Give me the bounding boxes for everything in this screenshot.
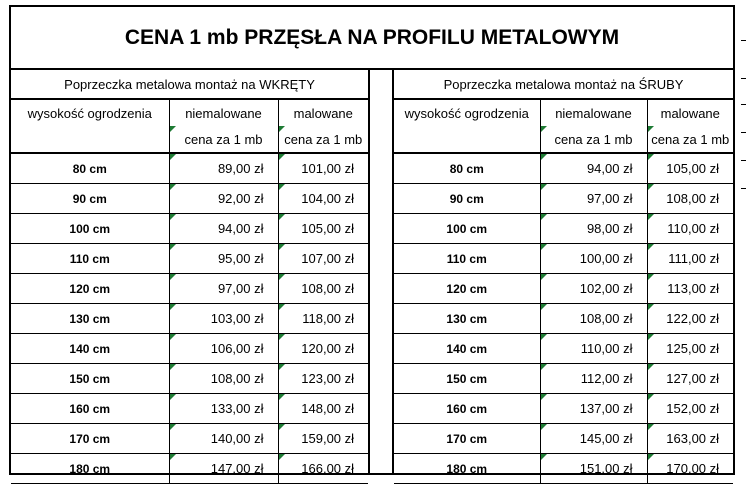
painted-price-cell: 107,00 zł	[278, 244, 368, 274]
table-row	[394, 304, 733, 334]
unit-label-unpainted: cena za 1 mb	[169, 126, 278, 153]
painted-price-cell: 148,00 zł	[278, 394, 368, 424]
painted-price-cell: 159,00 zł	[278, 424, 368, 454]
painted-price-cell: 122,00 zł	[647, 304, 733, 334]
unpainted-price-cell: 106,00 zł	[169, 334, 278, 364]
unpainted-price-cell: 108,00 zł	[540, 304, 647, 334]
height-cell: 100 cm	[11, 214, 169, 244]
unpainted-price-cell: 140,00 zł	[169, 424, 278, 454]
unpainted-price-cell: 100,00 zł	[540, 244, 647, 274]
table-row	[11, 334, 368, 364]
painted-price-cell: 170,00 zł	[647, 454, 733, 484]
unpainted-price-cell: 94,00 zł	[540, 153, 647, 184]
painted-price-cell: 108,00 zł	[278, 274, 368, 304]
height-cell: 80 cm	[394, 153, 540, 184]
painted-price-cell: 127,00 zł	[647, 364, 733, 394]
height-cell: 90 cm	[394, 184, 540, 214]
height-cell: 80 cm	[11, 153, 169, 184]
screws-price-table	[11, 70, 368, 484]
unpainted-price-cell: 112,00 zł	[540, 364, 647, 394]
table-divider	[368, 70, 394, 475]
table-row	[394, 454, 733, 484]
empty-header-cell	[394, 126, 540, 153]
unpainted-price-cell: 97,00 zł	[540, 184, 647, 214]
table-caption: Poprzeczka metalowa montaż na WKRĘTY	[11, 70, 368, 99]
painted-price-cell: 101,00 zł	[278, 153, 368, 184]
table-row	[394, 153, 733, 184]
height-cell: 160 cm	[11, 394, 169, 424]
bolts-price-table	[394, 70, 733, 484]
unpainted-price-cell: 95,00 zł	[169, 244, 278, 274]
table-row	[11, 214, 368, 244]
table-row	[11, 184, 368, 214]
painted-price-cell: 113,00 zł	[647, 274, 733, 304]
height-cell: 100 cm	[394, 214, 540, 244]
unpainted-price-cell: 133,00 zł	[169, 394, 278, 424]
height-cell: 130 cm	[11, 304, 169, 334]
height-cell: 170 cm	[11, 424, 169, 454]
table-row	[11, 153, 368, 184]
unpainted-price-cell: 145,00 zł	[540, 424, 647, 454]
table-caption: Poprzeczka metalowa montaż na ŚRUBY	[394, 70, 733, 99]
table-row	[394, 244, 733, 274]
table-row	[394, 274, 733, 304]
table-row	[394, 214, 733, 244]
height-cell: 120 cm	[11, 274, 169, 304]
painted-price-cell: 104,00 zł	[278, 184, 368, 214]
unpainted-price-cell: 147,00 zł	[169, 454, 278, 484]
height-cell: 110 cm	[394, 244, 540, 274]
table-row	[11, 364, 368, 394]
column-header-painted: malowane	[647, 99, 733, 126]
screws-table-section	[11, 70, 368, 475]
unpainted-price-cell: 103,00 zł	[169, 304, 278, 334]
table-row	[11, 454, 368, 484]
unpainted-price-cell: 94,00 zł	[169, 214, 278, 244]
height-cell: 110 cm	[11, 244, 169, 274]
painted-price-cell: 125,00 zł	[647, 334, 733, 364]
unpainted-price-cell: 89,00 zł	[169, 153, 278, 184]
unpainted-price-cell: 151,00 zł	[540, 454, 647, 484]
cropped-edge-marks	[738, 0, 749, 483]
table-row	[394, 424, 733, 454]
painted-price-cell: 105,00 zł	[278, 214, 368, 244]
height-cell: 140 cm	[11, 334, 169, 364]
height-cell: 120 cm	[394, 274, 540, 304]
unit-label-unpainted: cena za 1 mb	[540, 126, 647, 153]
table-row	[11, 304, 368, 334]
table-row	[11, 394, 368, 424]
unit-label-painted: cena za 1 mb	[278, 126, 368, 153]
column-header-painted: malowane	[278, 99, 368, 126]
unpainted-price-cell: 92,00 zł	[169, 184, 278, 214]
column-header-unpainted: niemalowane	[169, 99, 278, 126]
unpainted-price-cell: 102,00 zł	[540, 274, 647, 304]
table-row	[394, 184, 733, 214]
table-row	[11, 274, 368, 304]
height-cell: 140 cm	[394, 334, 540, 364]
table-row	[11, 244, 368, 274]
painted-price-cell: 110,00 zł	[647, 214, 733, 244]
painted-price-cell: 163,00 zł	[647, 424, 733, 454]
painted-price-cell: 123,00 zł	[278, 364, 368, 394]
painted-price-cell: 118,00 zł	[278, 304, 368, 334]
height-cell: 150 cm	[394, 364, 540, 394]
table-row	[394, 394, 733, 424]
price-sheet	[9, 5, 735, 475]
unpainted-price-cell: 97,00 zł	[169, 274, 278, 304]
unpainted-price-cell: 98,00 zł	[540, 214, 647, 244]
page-title: CENA 1 mb PRZĘSŁA NA PROFILU METALOWYM	[11, 7, 733, 70]
painted-price-cell: 108,00 zł	[647, 184, 733, 214]
painted-price-cell: 152,00 zł	[647, 394, 733, 424]
table-row	[394, 364, 733, 394]
unit-label-painted: cena za 1 mb	[647, 126, 733, 153]
table-row	[394, 334, 733, 364]
unpainted-price-cell: 110,00 zł	[540, 334, 647, 364]
height-cell: 180 cm	[11, 454, 169, 484]
table-row	[11, 424, 368, 454]
bolts-table-section	[394, 70, 733, 475]
unpainted-price-cell: 137,00 zł	[540, 394, 647, 424]
height-cell: 150 cm	[11, 364, 169, 394]
height-cell: 130 cm	[394, 304, 540, 334]
painted-price-cell: 166,00 zł	[278, 454, 368, 484]
column-header-unpainted: niemalowane	[540, 99, 647, 126]
painted-price-cell: 120,00 zł	[278, 334, 368, 364]
painted-price-cell: 111,00 zł	[647, 244, 733, 274]
empty-header-cell	[11, 126, 169, 153]
column-header-height: wysokość ogrodzenia	[404, 105, 529, 121]
height-cell: 170 cm	[394, 424, 540, 454]
height-cell: 90 cm	[11, 184, 169, 214]
column-header-height: wysokość ogrodzenia	[27, 105, 152, 121]
height-cell: 160 cm	[394, 394, 540, 424]
painted-price-cell: 105,00 zł	[647, 153, 733, 184]
unpainted-price-cell: 108,00 zł	[169, 364, 278, 394]
height-cell: 180 cm	[394, 454, 540, 484]
